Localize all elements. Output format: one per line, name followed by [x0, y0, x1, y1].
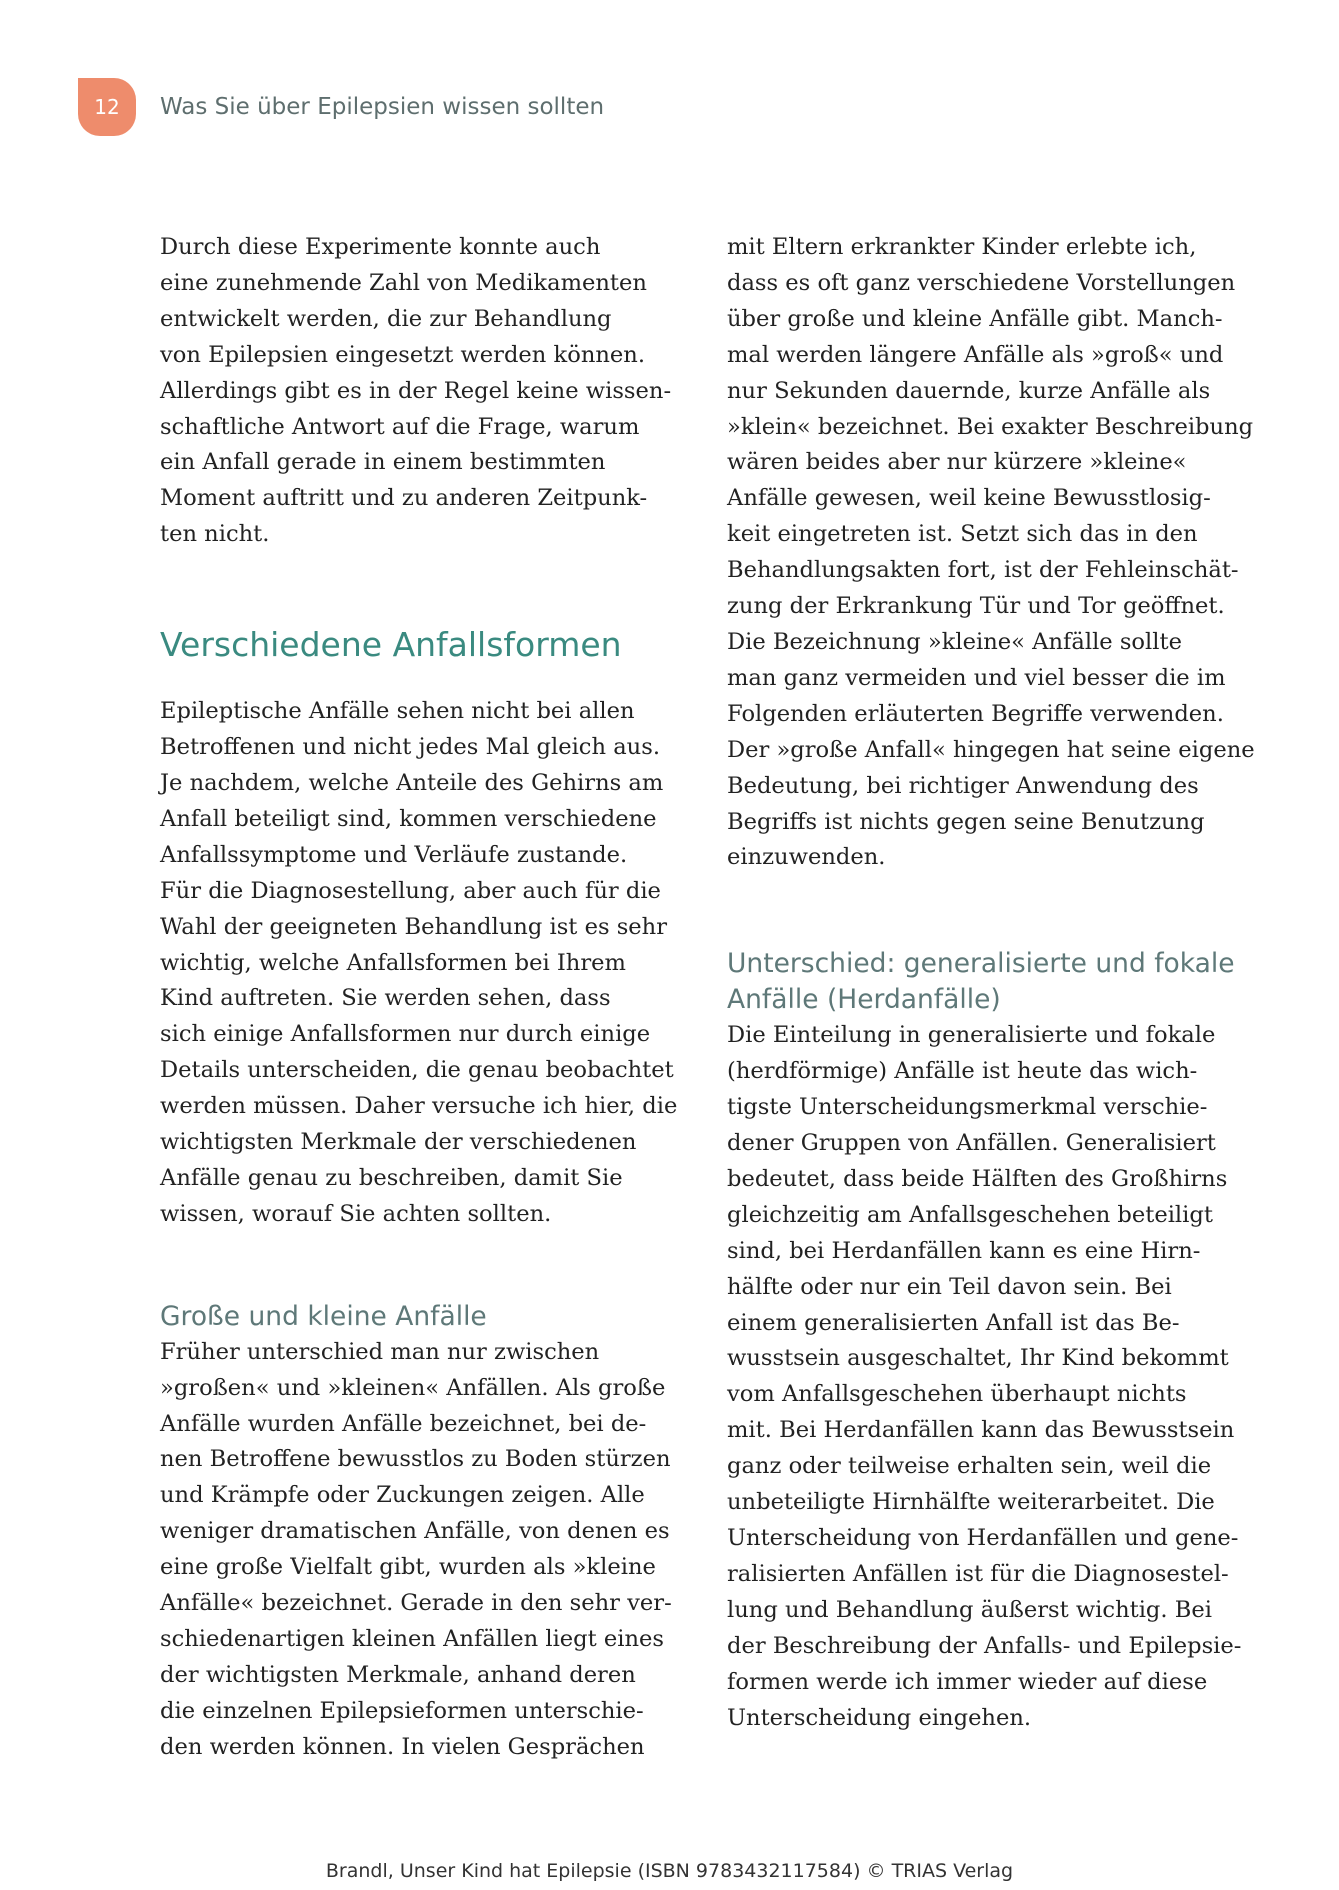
- text-line: zung der Erkrankung Tür und Tor geöffnet.: [727, 593, 1225, 620]
- text-line: Allerdings gibt es in der Regel keine wissen-: [160, 377, 672, 404]
- text-line: lung und Behandlung äußerst wichtig. Bei: [727, 1596, 1212, 1623]
- sub-paragraph-generalized-focal: [727, 1018, 1252, 1736]
- text-line: wären beides aber nur kürzere »kleine«: [727, 449, 1187, 476]
- text-line: »großen« und »kleinen« Anfällen. Als große: [160, 1374, 666, 1401]
- text-line: Die Einteilung in generalisierte und fokale: [727, 1022, 1216, 1049]
- text-line: Anfälle wurden Anfälle bezeichnet, bei de-: [160, 1410, 647, 1437]
- text-line: nen Betroffene bewusstlos zu Boden stürzen: [160, 1446, 671, 1473]
- text-line: Anfälle gewesen, weil keine Bewusstlosig-: [727, 485, 1211, 512]
- text-line: Anfälle genau zu beschreiben, damit Sie: [160, 1164, 623, 1191]
- text-line: tigste Unterscheidungsmerkmal verschie-: [727, 1094, 1208, 1121]
- right-column: [727, 230, 1255, 1736]
- text-line: der Beschreibung der Anfalls- und Epilepsie-: [727, 1632, 1242, 1659]
- text-line: Bedeutung, bei richtiger Anwendung des: [727, 772, 1199, 799]
- text-line: Unterscheidung eingehen.: [727, 1704, 1032, 1731]
- text-line: hälfte oder nur ein Teil davon sein. Bei: [727, 1273, 1172, 1300]
- text-line: ten nicht.: [160, 521, 270, 548]
- text-line: Folgenden erläuterten Begriffe verwenden.: [727, 700, 1224, 727]
- text-line: über große und kleine Anfälle gibt. Manch-: [727, 305, 1223, 332]
- text-line: dener Gruppen von Anfällen. Generalisiert: [727, 1130, 1216, 1157]
- text-line: wissen, worauf Sie achten sollten.: [160, 1200, 552, 1227]
- text-line: Epileptische Anfälle sehen nicht bei allen: [160, 698, 635, 725]
- text-line: »klein« bezeichnet. Bei exakter Beschreibung: [727, 413, 1254, 440]
- text-line: wichtig, welche Anfallsformen bei Ihrem: [160, 949, 626, 976]
- footer-citation: Brandl, Unser Kind hat Epilepsie (ISBN 9783432117584) © TRIAS Verlag: [325, 1860, 1014, 1882]
- continued-paragraph: [727, 230, 1255, 876]
- text-line: formen werde ich immer wieder auf diese: [727, 1668, 1208, 1695]
- text-line: Anfall beteiligt sind, kommen verschiedene: [160, 805, 657, 832]
- text-line: entwickelt werden, die zur Behandlung: [160, 305, 612, 332]
- text-line: dass es oft ganz verschiedene Vorstellungen: [727, 269, 1236, 296]
- text-line: keit eingetreten ist. Setzt sich das in den: [727, 521, 1198, 548]
- text-line: der wichtigsten Merkmale, anhand deren: [160, 1661, 636, 1688]
- text-line: Moment auftritt und zu anderen Zeitpunk-: [160, 485, 648, 512]
- text-line: Der »große Anfall« hingegen hat seine eigene: [727, 736, 1255, 763]
- text-line: den werden können. In vielen Gesprächen: [160, 1733, 645, 1760]
- text-line: nur Sekunden dauernde, kurze Anfälle als: [727, 377, 1211, 404]
- text-line: weniger dramatischen Anfälle, von denen es: [160, 1518, 670, 1545]
- text-line: Unterscheidung von Herdanfällen und gene-: [727, 1525, 1239, 1551]
- text-line: ein Anfall gerade in einem bestimmten: [160, 449, 606, 476]
- text-line: Anfallssymptome und Verläufe zustande.: [160, 841, 628, 868]
- text-line: bedeutet, dass beide Hälften des Großhirns: [727, 1165, 1228, 1192]
- text-line: Betroffenen und nicht jedes Mal gleich aus.: [160, 734, 660, 761]
- text-line: sind, bei Herdanfällen kann es eine Hirn-: [727, 1237, 1201, 1264]
- text-line: mit. Bei Herdanfällen kann das Bewusstsein: [727, 1417, 1235, 1444]
- section-heading: Verschiedene Anfallsformen: [160, 625, 622, 665]
- text-line: Früher unterschied man nur zwischen: [160, 1338, 600, 1365]
- text-line: von Epilepsien eingesetzt werden können.: [160, 341, 646, 368]
- section-paragraph: [160, 694, 680, 1233]
- text-line: einzuwenden.: [727, 844, 886, 871]
- text-line: ralisierten Anfällen ist für die Diagnosestel-: [727, 1560, 1229, 1587]
- text-line: unbeteiligte Hirnhälfte weiterarbeitet. Die: [727, 1489, 1215, 1516]
- sub-heading-large-small: Große und kleine Anfälle: [160, 1300, 487, 1332]
- text-line: Details unterscheiden, die genau beobachtet: [160, 1057, 674, 1084]
- left-column: [160, 230, 680, 1766]
- text-line: ganz oder teilweise erhalten sein, weil die: [727, 1453, 1212, 1480]
- text-line: wusstsein ausgeschaltet, Ihr Kind bekommt: [727, 1345, 1229, 1372]
- text-line: vom Anfallsgeschehen überhaupt nichts: [727, 1381, 1187, 1408]
- text-line: (herdförmige) Anfälle ist heute das wich-: [727, 1058, 1198, 1085]
- text-line: Für die Diagnosestellung, aber auch für die: [160, 877, 661, 904]
- text-line: Behandlungsakten fort, ist der Fehleinschät-: [727, 557, 1239, 584]
- text-line: Anfälle« bezeichnet. Gerade in den sehr ver-: [160, 1590, 672, 1617]
- text-line: sich einige Anfallsformen nur durch einige: [160, 1021, 651, 1048]
- text-line: wichtigsten Merkmale der verschiedenen: [160, 1129, 637, 1156]
- text-line: eine große Vielfalt gibt, wurden als »kleine: [160, 1554, 656, 1581]
- text-line: mal werden längere Anfälle als »groß« und: [727, 341, 1224, 368]
- text-line: Unterschied: generalisierte und fokale: [727, 948, 1235, 980]
- text-line: Anfälle (Herdanfälle): [727, 984, 1001, 1016]
- page-number-badge: 12: [78, 78, 136, 136]
- text-line: Kind auftreten. Sie werden sehen, dass: [160, 985, 611, 1012]
- text-line: werden müssen. Daher versuche ich hier, die: [160, 1093, 678, 1120]
- text-line: schaftliche Antwort auf die Frage, warum: [160, 413, 640, 440]
- text-line: eine zunehmende Zahl von Medikamenten: [160, 269, 647, 296]
- text-line: gleichzeitig am Anfallsgeschehen beteiligt: [727, 1201, 1213, 1228]
- intro-paragraph: [160, 230, 680, 553]
- text-line: mit Eltern erkrankter Kinder erlebte ich,: [727, 234, 1197, 260]
- text-line: Begriffs ist nichts gegen seine Benutzung: [727, 808, 1205, 835]
- text-line: schiedenartigen kleinen Anfällen liegt eines: [160, 1626, 665, 1652]
- text-line: man ganz vermeiden und viel besser die im: [727, 664, 1226, 691]
- sub-paragraph-large-small: [160, 1335, 680, 1766]
- text-line: Die Bezeichnung »kleine« Anfälle sollte: [727, 628, 1182, 655]
- text-line: einem generalisierten Anfall ist das Be-: [727, 1309, 1180, 1336]
- text-line: Durch diese Experimente konnte auch: [160, 234, 601, 260]
- text-line: und Krämpfe oder Zuckungen zeigen. Alle: [160, 1482, 645, 1509]
- running-header-title: Was Sie über Epilepsien wissen sollten: [160, 94, 605, 120]
- text-line: Wahl der geeigneten Behandlung ist es sehr: [160, 913, 668, 940]
- text-line: Je nachdem, welche Anteile des Gehirns am: [160, 769, 664, 796]
- text-line: die einzelnen Epilepsieformen unterschie-: [160, 1697, 644, 1724]
- sub-heading-generalized-focal: [727, 946, 1252, 1018]
